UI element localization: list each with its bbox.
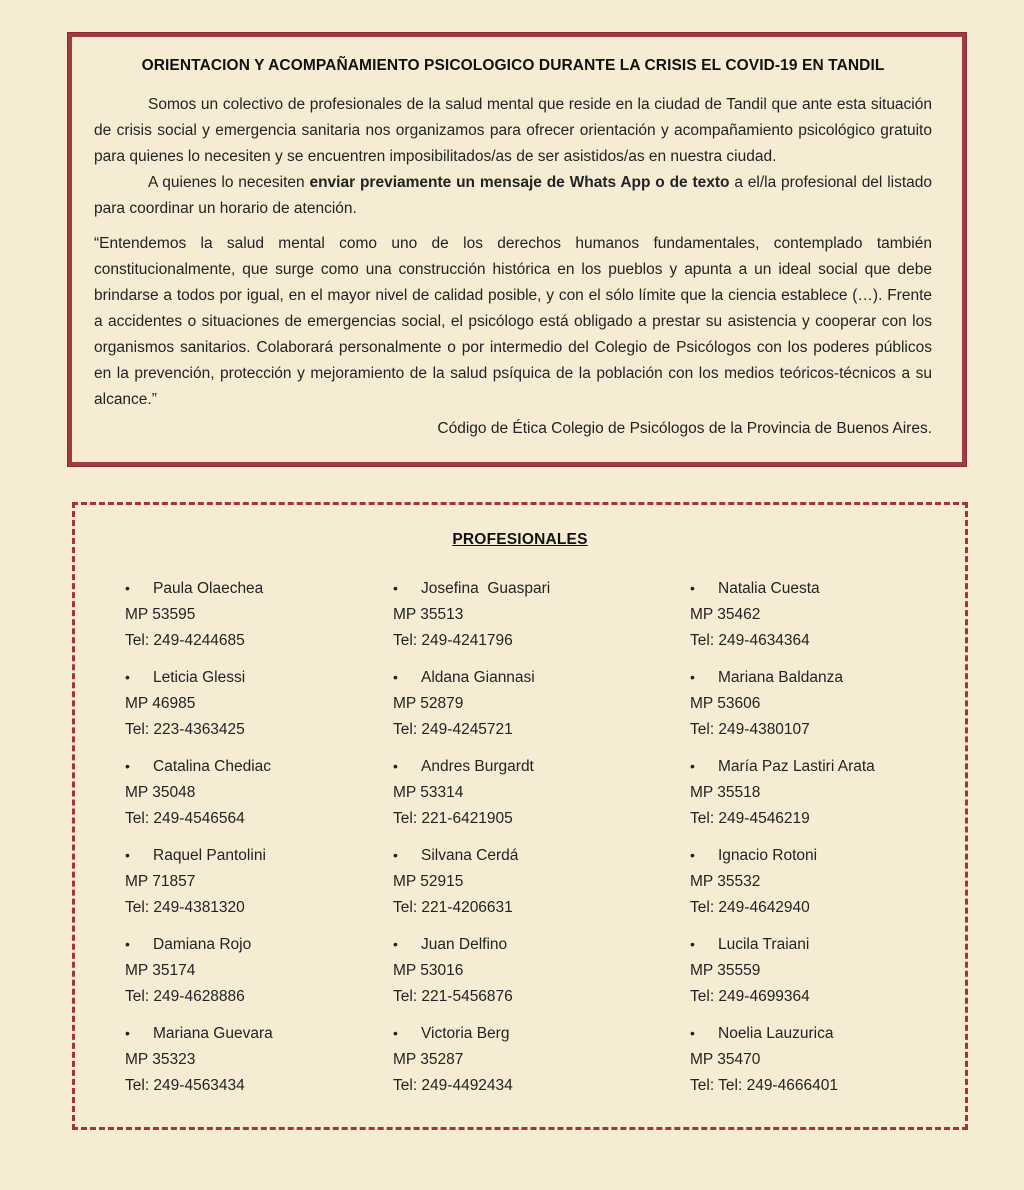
professional-name: Raquel Pantolini [153,847,266,864]
professional-entry [125,1020,393,1099]
professional-name: Damiana Rojo [153,936,252,953]
professional-mp: MP 52915 [393,873,464,890]
bullet-icon: • [125,669,130,685]
bullet-icon: • [690,936,695,952]
professional-mp: MP 35287 [393,1051,464,1068]
bullet-icon: • [125,580,130,596]
professional-name: Mariana Baldanza [718,669,843,686]
professional-mp: MP 35174 [125,962,196,979]
professional-entry [125,664,393,743]
intro-paragraph: Somos un colectivo de profesionales de la salud mental que reside en la ciudad de Tandil que ante esta situación de crisis social y emergencia sanitaria nos organizamos para ofrecer orientación y acompañamiento psicológico gratuito para quienes lo necesiten y se encuentren imposibilitados/as de ser asistidos/as en nuestra ciudad. [94,96,932,165]
professional-mp: MP 71857 [125,873,196,890]
quote-attribution: Código de Ética Colegio de Psicólogos de la Provincia de Buenos Aires. [437,420,932,437]
whatsapp-instruction-bold: enviar previamente un mensaje de Whats App o de texto [309,174,730,191]
professional-tel: Tel: 249-4245721 [393,721,513,738]
professional-entry [690,664,945,743]
professional-entry [690,753,945,832]
professional-entry [690,1020,945,1099]
professional-name: Silvana Cerdá [421,847,519,864]
professional-mp: MP 35462 [690,606,761,623]
professional-tel: Tel: 249-4628886 [125,988,245,1005]
professional-name: María Paz Lastiri Arata [718,758,875,775]
professional-mp: MP 53314 [393,784,464,801]
ethics-code-quote: “Entendemos la salud mental como uno de los derechos humanos fundamentales, contemplado también constitucionalmente, que surge como una construcción histórica en los pueblos y apunta a un ideal social que debe brindarse a todos por igual, en el mayor nivel de calidad posible, y con el sólo límite que la ciencia establece (…). Frente a accidentes o situaciones de emergencias social, el psicólogo está obligado a prestar su asistencia y cooperar con los organismos sanitarios. Colaborará personalmente o por intermedio del Colegio de Psicólogos con los poderes públicos en la prevención, protección y mejoramiento de la salud psíquica de la población con los medios teóricos-técnicos a su alcance.” [94,235,932,408]
bullet-icon: • [393,847,398,863]
professional-name-line [690,1020,945,1047]
contact-instruction-paragraph [94,170,932,222]
professional-name: Victoria Berg [421,1025,510,1042]
document-title: ORIENTACION Y ACOMPAÑAMIENTO PSICOLOGICO DURANTE LA CRISIS EL COVID-19 EN TANDIL [141,57,885,74]
bullet-icon: • [690,669,695,685]
bullet-icon: • [125,847,130,863]
professional-entry [393,1020,690,1099]
professional-entry [690,575,945,654]
bullet-icon: • [690,758,695,774]
bullet-icon: • [393,669,398,685]
bullet-icon: • [125,1025,130,1041]
professional-mp: MP 35518 [690,784,761,801]
professional-tel: Tel: 249-4546219 [690,810,810,827]
professional-name: Josefina Guaspari [421,580,551,597]
professional-tel: Tel: 223-4363425 [125,721,245,738]
professional-name-line [125,575,393,602]
professional-name-line [393,842,690,869]
professional-tel: Tel: 249-4241796 [393,632,513,649]
professional-name: Lucila Traiani [718,936,810,953]
professional-tel: Tel: 249-4381320 [125,899,245,916]
bullet-icon: • [393,936,398,952]
professional-mp: MP 53606 [690,695,761,712]
bullet-icon: • [393,1025,398,1041]
professional-entry [393,753,690,832]
bullet-icon: • [393,758,398,774]
professional-tel: Tel: 249-4380107 [690,721,810,738]
professional-mp: MP 35323 [125,1051,196,1068]
professional-mp: MP 52879 [393,695,464,712]
professional-entry [690,842,945,921]
contact-instruction-suffix: a el/la profesional del listado para coordinar un horario de atención. [94,174,932,217]
professional-name: Mariana Guevara [153,1025,273,1042]
professional-name: Natalia Cuesta [718,580,820,597]
professional-mp: MP 35048 [125,784,196,801]
professional-name-line [393,753,690,780]
professional-name-line [690,931,945,958]
professional-name-line [690,664,945,691]
professional-tel: Tel: 249-4244685 [125,632,245,649]
professional-entry [125,753,393,832]
professionals-grid [75,575,965,1099]
info-box [68,33,966,466]
professional-name: Leticia Glessi [153,669,246,686]
professional-name-line [125,931,393,958]
professional-mp: MP 46985 [125,695,196,712]
professional-tel: Tel: 249-4634364 [690,632,810,649]
professional-name-line [125,842,393,869]
professional-name: Catalina Chediac [153,758,272,775]
professional-name: Juan Delfino [421,936,508,953]
professional-name-line [125,1020,393,1047]
professional-entry [125,931,393,1010]
professional-entry [690,931,945,1010]
professional-name: Aldana Giannasi [421,669,535,686]
professional-mp: MP 53016 [393,962,464,979]
professional-tel: Tel: 221-4206631 [393,899,513,916]
professional-name-line [393,575,690,602]
professional-tel: Tel: 249-4546564 [125,810,245,827]
professional-mp: MP 35559 [690,962,761,979]
professional-name-line [393,931,690,958]
professionals-title: PROFESIONALES [452,531,588,548]
professional-name: Andres Burgardt [421,758,534,775]
professional-name-line [393,664,690,691]
professional-tel: Tel: 249-4492434 [393,1077,513,1094]
professional-name: Paula Olaechea [153,580,264,597]
contact-instruction-prefix: A quienes lo necesiten [148,174,310,191]
professional-tel: Tel: 221-5456876 [393,988,513,1005]
professional-tel: Tel: Tel: 249-4666401 [690,1077,838,1094]
professionals-box [72,502,968,1130]
professional-entry [393,842,690,921]
bullet-icon: • [125,936,130,952]
professional-name-line [393,1020,690,1047]
professional-entry [125,842,393,921]
professional-entry [393,575,690,654]
professional-name: Noelia Lauzurica [718,1025,834,1042]
professional-mp: MP 53595 [125,606,196,623]
professional-entry [393,664,690,743]
professional-tel: Tel: 249-4699364 [690,988,810,1005]
professional-name-line [690,842,945,869]
professional-mp: MP 35513 [393,606,464,623]
professional-name-line [690,575,945,602]
professional-tel: Tel: 221-6421905 [393,810,513,827]
professional-entry [393,931,690,1010]
professional-name-line [125,753,393,780]
professional-name-line [690,753,945,780]
bullet-icon: • [690,1025,695,1041]
bullet-icon: • [125,758,130,774]
professional-tel: Tel: 249-4563434 [125,1077,245,1094]
professional-mp: MP 35532 [690,873,761,890]
professional-name-line [125,664,393,691]
professional-mp: MP 35470 [690,1051,761,1068]
professional-name: Ignacio Rotoni [718,847,818,864]
bullet-icon: • [393,580,398,596]
bullet-icon: • [690,580,695,596]
professional-entry [125,575,393,654]
bullet-icon: • [690,847,695,863]
professional-tel: Tel: 249-4642940 [690,899,810,916]
